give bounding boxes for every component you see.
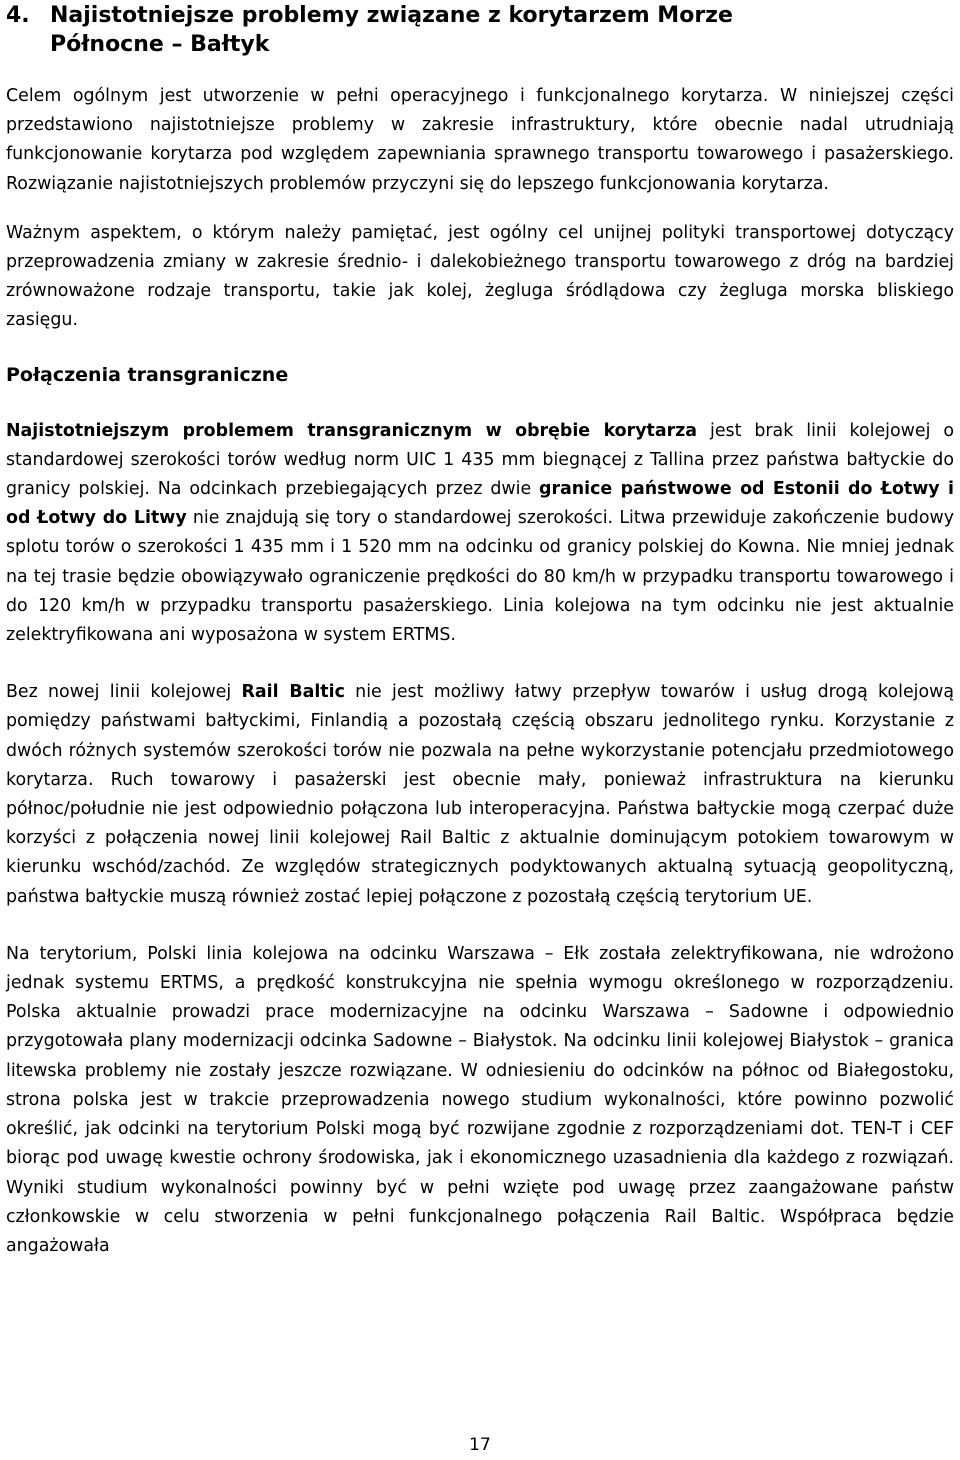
chapter-title-line1: Najistotniejsze problemy związane z korytarzem Morze	[50, 3, 733, 28]
territory-paragraph: Na terytorium, Polski linia kolejowa na odcinku Warszawa – Ełk została zelektryfikowana, nie wdrożono jednak systemu ERTMS, a prędkość konstrukcyjna nie spełnia wymogu określonego w rozporządzeniu. Polska aktualnie prowadzi prace modernizacyjne na odcinku Warszawa – Sadowne i odpowiednio przygotowała plany modernizacji odcinka Sadowne – Białystok. Na odcinku linii kolejowej Białystok – granica litewska problemy nie zostały jeszcze rozwiązane. W odniesieniu do odcinków na północ od Białegostoku, strona polska jest w trakcie przeprowadzenia nowego studium wykonalności, które powinno pozwolić określić, jak odcinki na terytorium Polski mogą być rozwijane zgodnie z rozporządzeniami dot. TEN-T i CEF biorąc pod uwagę kwestie ochrony środowiska, jak i ekonomicznego uzasadnienia dla każdego z rozwiązań. Wyniki studium wykonalności powinny być w pełni wzięte pod uwagę przez zaangażowane państw członkowskie w celu stworzenia w pełni funkcjonalnego połączenia Rail Baltic. Współpraca będzie angażowała	[6, 943, 954, 1256]
transborder-text-2: nie znajdują się tory o standardowej szerokości. Litwa przewiduje zakończenie budowy splotu torów o szerokości 1 435 mm i 1 520 mm na odcinku od granicy polskiej do Kowna. Nie mniej jednak na tej trasie będzie obowiązywało ograniczenie prędkości do 80 km/h w przypadku transportu towarowego i do 120 km/h w przypadku transportu pasażerskiego. Linia kolejowa na tym odcinku nie jest aktualnie zelektryfikowana ani wyposażona w system ERTMS.	[6, 508, 955, 646]
rail-baltic-text-1: Bez nowej linii kolejowej	[6, 682, 242, 703]
chapter-number: 4.	[6, 3, 30, 28]
transborder-text-1: jest brak linii kolejowej o standardowej szerokości torów według norm UIC 1 435 mm biegnącej z Tallina przez państwa bałtyckie do granicy polskiej. Na odcinkach przebiegających przez dwie	[6, 420, 954, 500]
intro-paragraph: Celem ogólnym jest utworzenie w pełni operacyjnego i funkcjonalnego korytarza. W niniejszej części przedstawiono najistotniejsze problemy w zakresie infrastruktury, które obecnie nadal utrudniają funkcjonowanie korytarza pod względem zapewniania sprawnego transportu towarowego i pasażerskiego. Rozwiązanie najistotniejszych problemów przyczyni się do lepszego funkcjonowania korytarza.	[6, 86, 954, 194]
transborder-bold-lead: Najistotniejszym problemem transgranicznym w obrębie korytarza	[6, 420, 698, 441]
rail-baltic-text-2: nie jest możliwy łatwy przepływ towarów i usług drogą kolejową pomiędzy państwami bałtyckimi, Finlandią a pozostałą częścią obszaru jednolitego rynku. Korzystanie z dwóch różnych systemów szerokości torów nie pozwala na pełne wykorzystanie potencjału przedmiotowego korytarza. Ruch towarowy i pasażerski jest obecnie mały, ponieważ infrastruktura na kierunku północ/południe nie jest odpowiednio połączona lub interoperacyjna. Państwa bałtyckie mogą czerpać duże korzyści z połączenia nowej linii kolejowej Rail Baltic z aktualnie dominującym potokiem towarowym w kierunku wschód/zachód. Ze względów strategicznych podyktowanych aktualną sytuacją geopolityczną, państwa bałtyckie muszą również zostać lepiej połączone z pozostałą częścią terytorium UE.	[6, 682, 954, 907]
section-heading: Połączenia transgraniczne	[6, 363, 289, 386]
transborder-bold-borders: granice państwowe od Estonii do Łotwy i od Łotwy do Litwy	[6, 479, 954, 529]
chapter-title-line2: Północne – Bałtyk	[50, 32, 270, 57]
aspect-paragraph: Ważnym aspektem, o którym należy pamiętać, jest ogólny cel unijnej polityki transportowej dotyczący przeprowadzenia zmiany w zakresie średnio- i dalekobieżnego transportu towarowego z dróg na bardziej zrównoważone rodzaje transportu, takie jak kolej, żegluga śródlądowa czy żegluga morska bliskiego zasięgu.	[6, 222, 954, 331]
transborder-paragraph	[6, 417, 954, 651]
rail-baltic-bold: Rail Baltic	[241, 682, 345, 703]
document-page	[6, 0, 954, 1261]
rail-baltic-paragraph	[6, 678, 954, 912]
chapter-heading	[6, 0, 954, 59]
page-number: 17	[469, 1435, 491, 1455]
